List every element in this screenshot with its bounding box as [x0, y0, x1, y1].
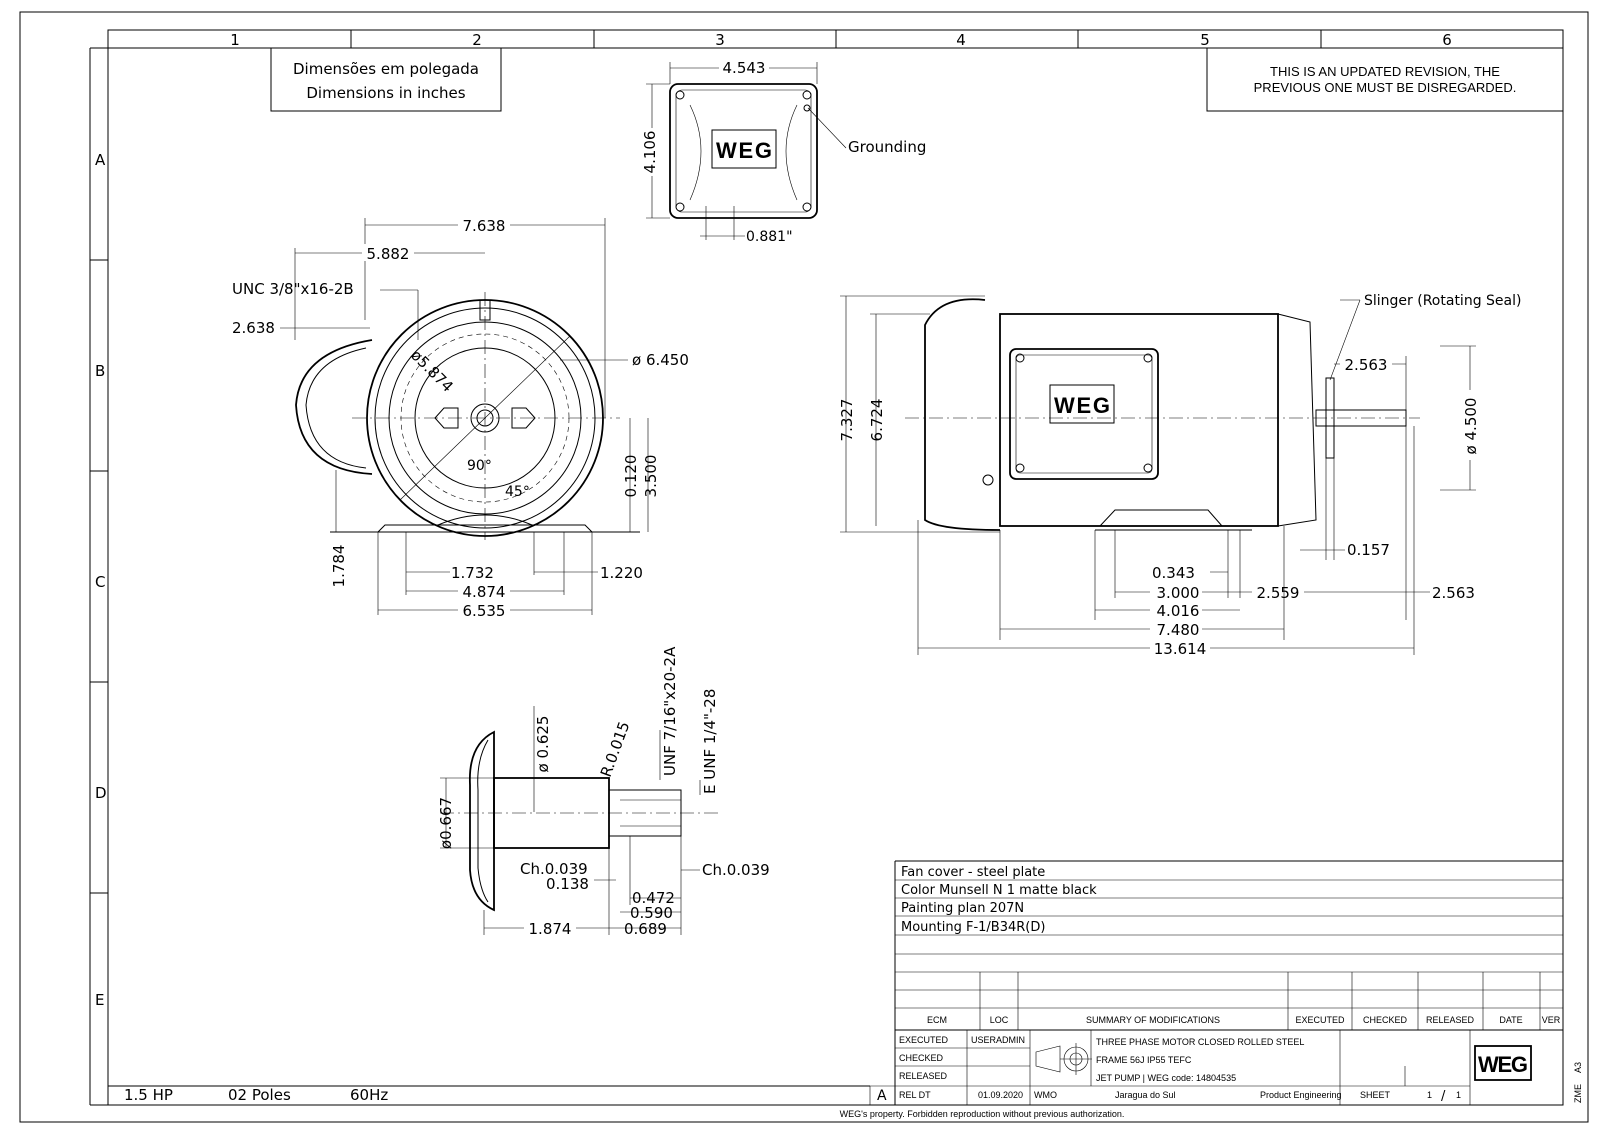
- revision-note-line2: PREVIOUS ONE MUST BE DISREGARDED.: [1253, 80, 1517, 95]
- tb-title-line3: JET PUMP | WEG code: 14804535: [1096, 1073, 1237, 1083]
- dim-shaft-2563-top: 2.563: [1344, 356, 1388, 374]
- grid-col-6: 6: [1442, 31, 1452, 49]
- units-note-pt: Dimensões em polegada: [293, 60, 479, 78]
- dim-shaft-dia-0625: ø 0.625: [534, 715, 552, 773]
- dim-box-offset: 5.882: [366, 245, 410, 263]
- tb-zone: ZME: [1573, 1084, 1583, 1103]
- dim-shaft-offset: 0.120: [622, 454, 640, 498]
- tb-department: Product Engineering: [1260, 1090, 1342, 1100]
- weg-logo-title-text: WEG: [1478, 1052, 1528, 1077]
- grid-col-3: 3: [715, 31, 725, 49]
- dim-0590: 0.590: [630, 904, 673, 922]
- tb-header-summary: SUMMARY OF MODIFICATIONS: [1085, 1015, 1221, 1025]
- tb-header-executed: EXECUTED: [1295, 1015, 1345, 1025]
- tb-title-line2: FRAME 56J IP55 TEFC: [1096, 1055, 1192, 1065]
- dim-flange-dia: ø 6.450: [632, 351, 689, 369]
- label-angle-45: 45°: [505, 484, 530, 500]
- tb-role-executed: EXECUTED: [899, 1035, 949, 1045]
- label-radius: R.0.015: [596, 719, 634, 780]
- weg-logo-title: [1475, 1046, 1531, 1080]
- grid-col-2: 2: [472, 31, 482, 49]
- grid-row-a: A: [95, 151, 106, 169]
- grid-row-e: E: [95, 991, 105, 1009]
- tb-role-checked: CHECKED: [899, 1053, 944, 1063]
- tb-header-ecm: ECM: [927, 1015, 947, 1025]
- units-note-en: Dimensions in inches: [306, 84, 466, 102]
- grid-row-b: B: [95, 362, 106, 380]
- tb-role-released: RELEASED: [899, 1071, 948, 1081]
- dim-shaft-height: 3.500: [642, 454, 660, 498]
- tb-header-ver: VER: [1541, 1015, 1561, 1025]
- dim-2563: 2.563: [1432, 584, 1475, 602]
- projection-symbol: [1036, 1043, 1092, 1075]
- dim-foot-1732: 1.732: [451, 564, 494, 582]
- tb-header-released: RELEASED: [1425, 1015, 1475, 1025]
- spec-power: 1.5 HP: [124, 1086, 173, 1104]
- label-unf-thread: UNF 7/16"x20-2A: [661, 646, 679, 776]
- dim-height-6724: 6.724: [868, 398, 886, 442]
- tb-sheet-label: SHEET: [1360, 1090, 1391, 1100]
- title-block: [870, 972, 1583, 1105]
- tb-header-checked: CHECKED: [1362, 1015, 1408, 1025]
- weg-logo-terminal: [712, 130, 776, 168]
- label-unf-e-thread: E UNF 1/4"-28: [701, 688, 719, 794]
- tb-sheet-value: 1: [1427, 1090, 1433, 1100]
- dim-tb-width: 4.543: [722, 59, 766, 77]
- units-note-box: [271, 48, 501, 111]
- label-grounding: Grounding: [848, 138, 927, 156]
- note-fan-cover: Fan cover - steel plate: [901, 865, 1046, 880]
- label-unc-thread: UNC 3/8"x16-2B: [232, 280, 354, 298]
- dim-height-7327: 7.327: [838, 398, 856, 442]
- tb-role-rel-dt: REL DT: [899, 1090, 931, 1100]
- dim-4016: 4.016: [1156, 602, 1200, 620]
- dim-13614: 13.614: [1153, 640, 1207, 658]
- dim-7480: 7.480: [1156, 621, 1200, 639]
- dim-0472: 0.472: [632, 889, 675, 907]
- shaft-detail-view: [437, 646, 770, 938]
- dim-overall-width: 7.638: [462, 217, 506, 235]
- tb-location: Jaragua do Sul: [1115, 1090, 1176, 1100]
- side-view: [838, 293, 1521, 658]
- dim-foot-4874: 4.874: [462, 583, 506, 601]
- tb-executed-by: USERADMIN: [971, 1035, 1026, 1045]
- tb-rel-date: 01.09.2020: [978, 1090, 1024, 1100]
- spec-frequency: 60Hz: [350, 1086, 389, 1104]
- dim-0689: 0.689: [624, 920, 667, 938]
- grid-col-1: 1: [230, 31, 240, 49]
- tb-header-date: DATE: [1499, 1015, 1523, 1025]
- tb-author-code: WMO: [1034, 1090, 1057, 1100]
- label-angle-90: 90°: [467, 458, 492, 474]
- note-color: Color Munsell N 1 matte black: [901, 883, 1097, 898]
- grid-row-c: C: [95, 573, 106, 591]
- dim-foot-height: 1.784: [330, 544, 348, 588]
- grid-col-4: 4: [956, 31, 966, 49]
- label-chamfer-left: Ch.0.039: [520, 860, 588, 878]
- tb-title-line1: THREE PHASE MOTOR CLOSED ROLLED STEEL: [1096, 1037, 1305, 1047]
- spec-poles: 02 Poles: [228, 1086, 291, 1104]
- note-painting: Painting plan 207N: [901, 901, 1025, 916]
- note-mounting: Mounting F-1/B34R(D): [901, 920, 1046, 935]
- notes-table: [895, 861, 1563, 1105]
- dim-0157: 0.157: [1347, 541, 1390, 559]
- weg-logo-side-text: WEG: [1054, 393, 1110, 418]
- drawing-frame: [20, 12, 1588, 1122]
- revision-note-box: [1207, 48, 1563, 111]
- tb-sheet-total: 1: [1456, 1090, 1462, 1100]
- grid-row-d: D: [95, 784, 107, 802]
- revision-note-line1: THIS IS AN UPDATED REVISION, THE: [1270, 64, 1500, 79]
- label-chamfer-right: Ch.0.039: [702, 861, 770, 879]
- front-view: [232, 216, 689, 620]
- dim-foot-6535: 6.535: [462, 602, 506, 620]
- dim-tb-height: 4.106: [641, 130, 659, 174]
- dim-shaft-dia-0667: ø0.667: [437, 796, 455, 850]
- tb-sheet-slash: /: [1441, 1089, 1446, 1104]
- motor-spec-row: [108, 1086, 870, 1104]
- tb-header-loc: LOC: [989, 1015, 1009, 1025]
- footer-ownership-note: WEG's property. Forbidden reproduction without previous authorization.: [839, 1109, 1125, 1119]
- dim-3000: 3.000: [1156, 584, 1200, 602]
- grid-col-5: 5: [1200, 31, 1210, 49]
- dim-0138: 0.138: [546, 875, 589, 893]
- terminal-box-view: [641, 58, 926, 245]
- dim-pilot-dia: ø 4.500: [1462, 397, 1480, 455]
- tb-format: A3: [1573, 1061, 1583, 1073]
- dim-0343: 0.343: [1152, 564, 1195, 582]
- label-slinger: Slinger (Rotating Seal): [1364, 293, 1522, 309]
- dim-bolt-circle: ø5.874: [407, 346, 457, 396]
- weg-logo-side: [1050, 385, 1114, 423]
- dim-2559: 2.559: [1256, 584, 1300, 602]
- tb-revision: A: [877, 1088, 887, 1104]
- dim-tb-hole: 0.881": [746, 229, 793, 245]
- dim-foot-1220: 1.220: [600, 564, 643, 582]
- dim-1874: 1.874: [528, 920, 572, 938]
- weg-logo-terminal-text: WEG: [716, 138, 772, 163]
- dim-box-side: 2.638: [232, 319, 275, 337]
